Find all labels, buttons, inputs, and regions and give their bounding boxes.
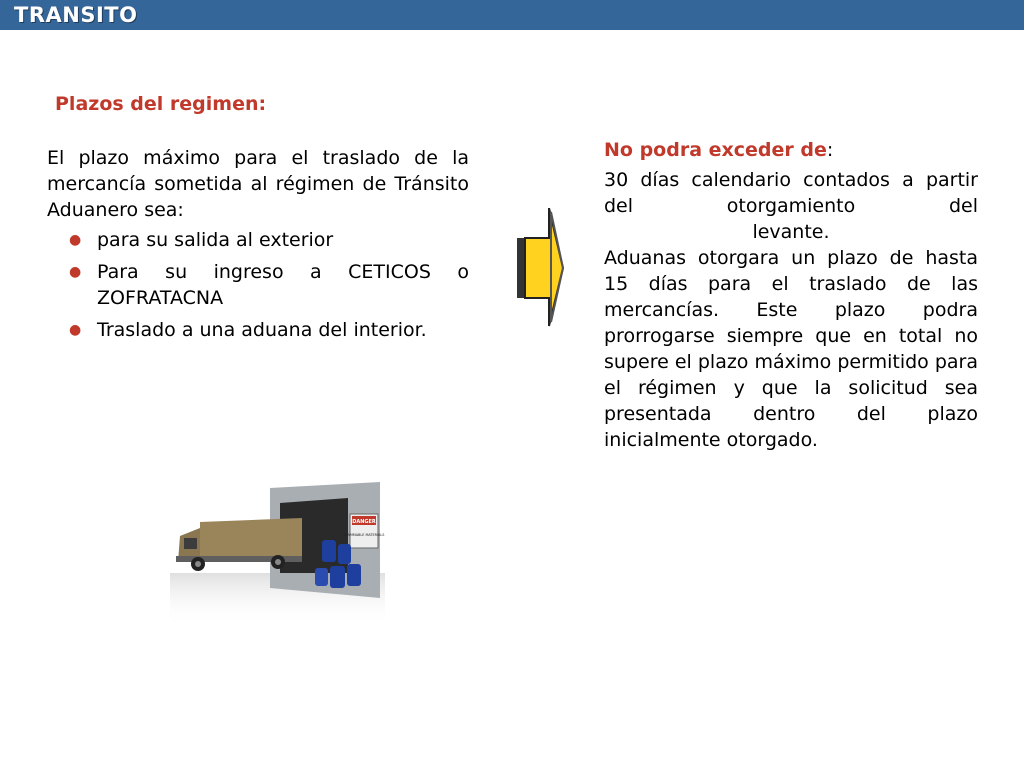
list-item-text: para su salida al exterior <box>97 229 334 251</box>
bullet-dot-icon: ● <box>69 322 82 338</box>
list-item <box>47 227 469 253</box>
danger-sign-label: DANGER <box>352 519 376 525</box>
list-item <box>47 259 469 311</box>
bullet-list <box>47 227 469 343</box>
exceed-subheading <box>604 137 978 163</box>
bullet-dot-icon: ● <box>69 232 82 248</box>
flammable-sign-label: FLAMMABLE MATERIALS <box>343 533 385 537</box>
deadline-paragraph-end: levante. <box>752 221 830 243</box>
list-item-text: Traslado a una aduana del interior. <box>97 319 427 341</box>
extension-paragraph: Aduanas otorgara un plazo de hasta 15 días para el traslado de las mercancías. Este plazo podra prorrogarse siempre que en total no supere el plazo máximo permitido para el régimen y que la solicitud sea presentada dentro del plazo inicialmente otorgado. <box>604 247 978 451</box>
bullet-dot-icon: ● <box>69 264 82 280</box>
right-column <box>604 137 978 453</box>
subheading-colon: : <box>826 139 834 161</box>
left-column <box>47 145 469 349</box>
deadline-paragraph <box>604 167 978 219</box>
truck-warehouse-illustration <box>170 478 385 626</box>
deadline-text: 30 días calendario contados a partir del otorgamiento del <box>604 169 978 217</box>
list-item-text: Para su ingreso a CETICOS o ZOFRATACNA <box>97 261 469 309</box>
section-heading: Plazos del regimen: <box>55 93 267 115</box>
yellow-arrow-icon <box>515 208 565 328</box>
subheading-text: No podra exceder de <box>604 139 827 161</box>
slide-title: TRANSITO <box>14 3 138 27</box>
header-bar <box>0 0 1024 30</box>
list-item <box>47 317 469 343</box>
intro-paragraph: El plazo máximo para el traslado de la mercancía sometida al régimen de Tránsito Aduanero sea: <box>47 147 469 221</box>
